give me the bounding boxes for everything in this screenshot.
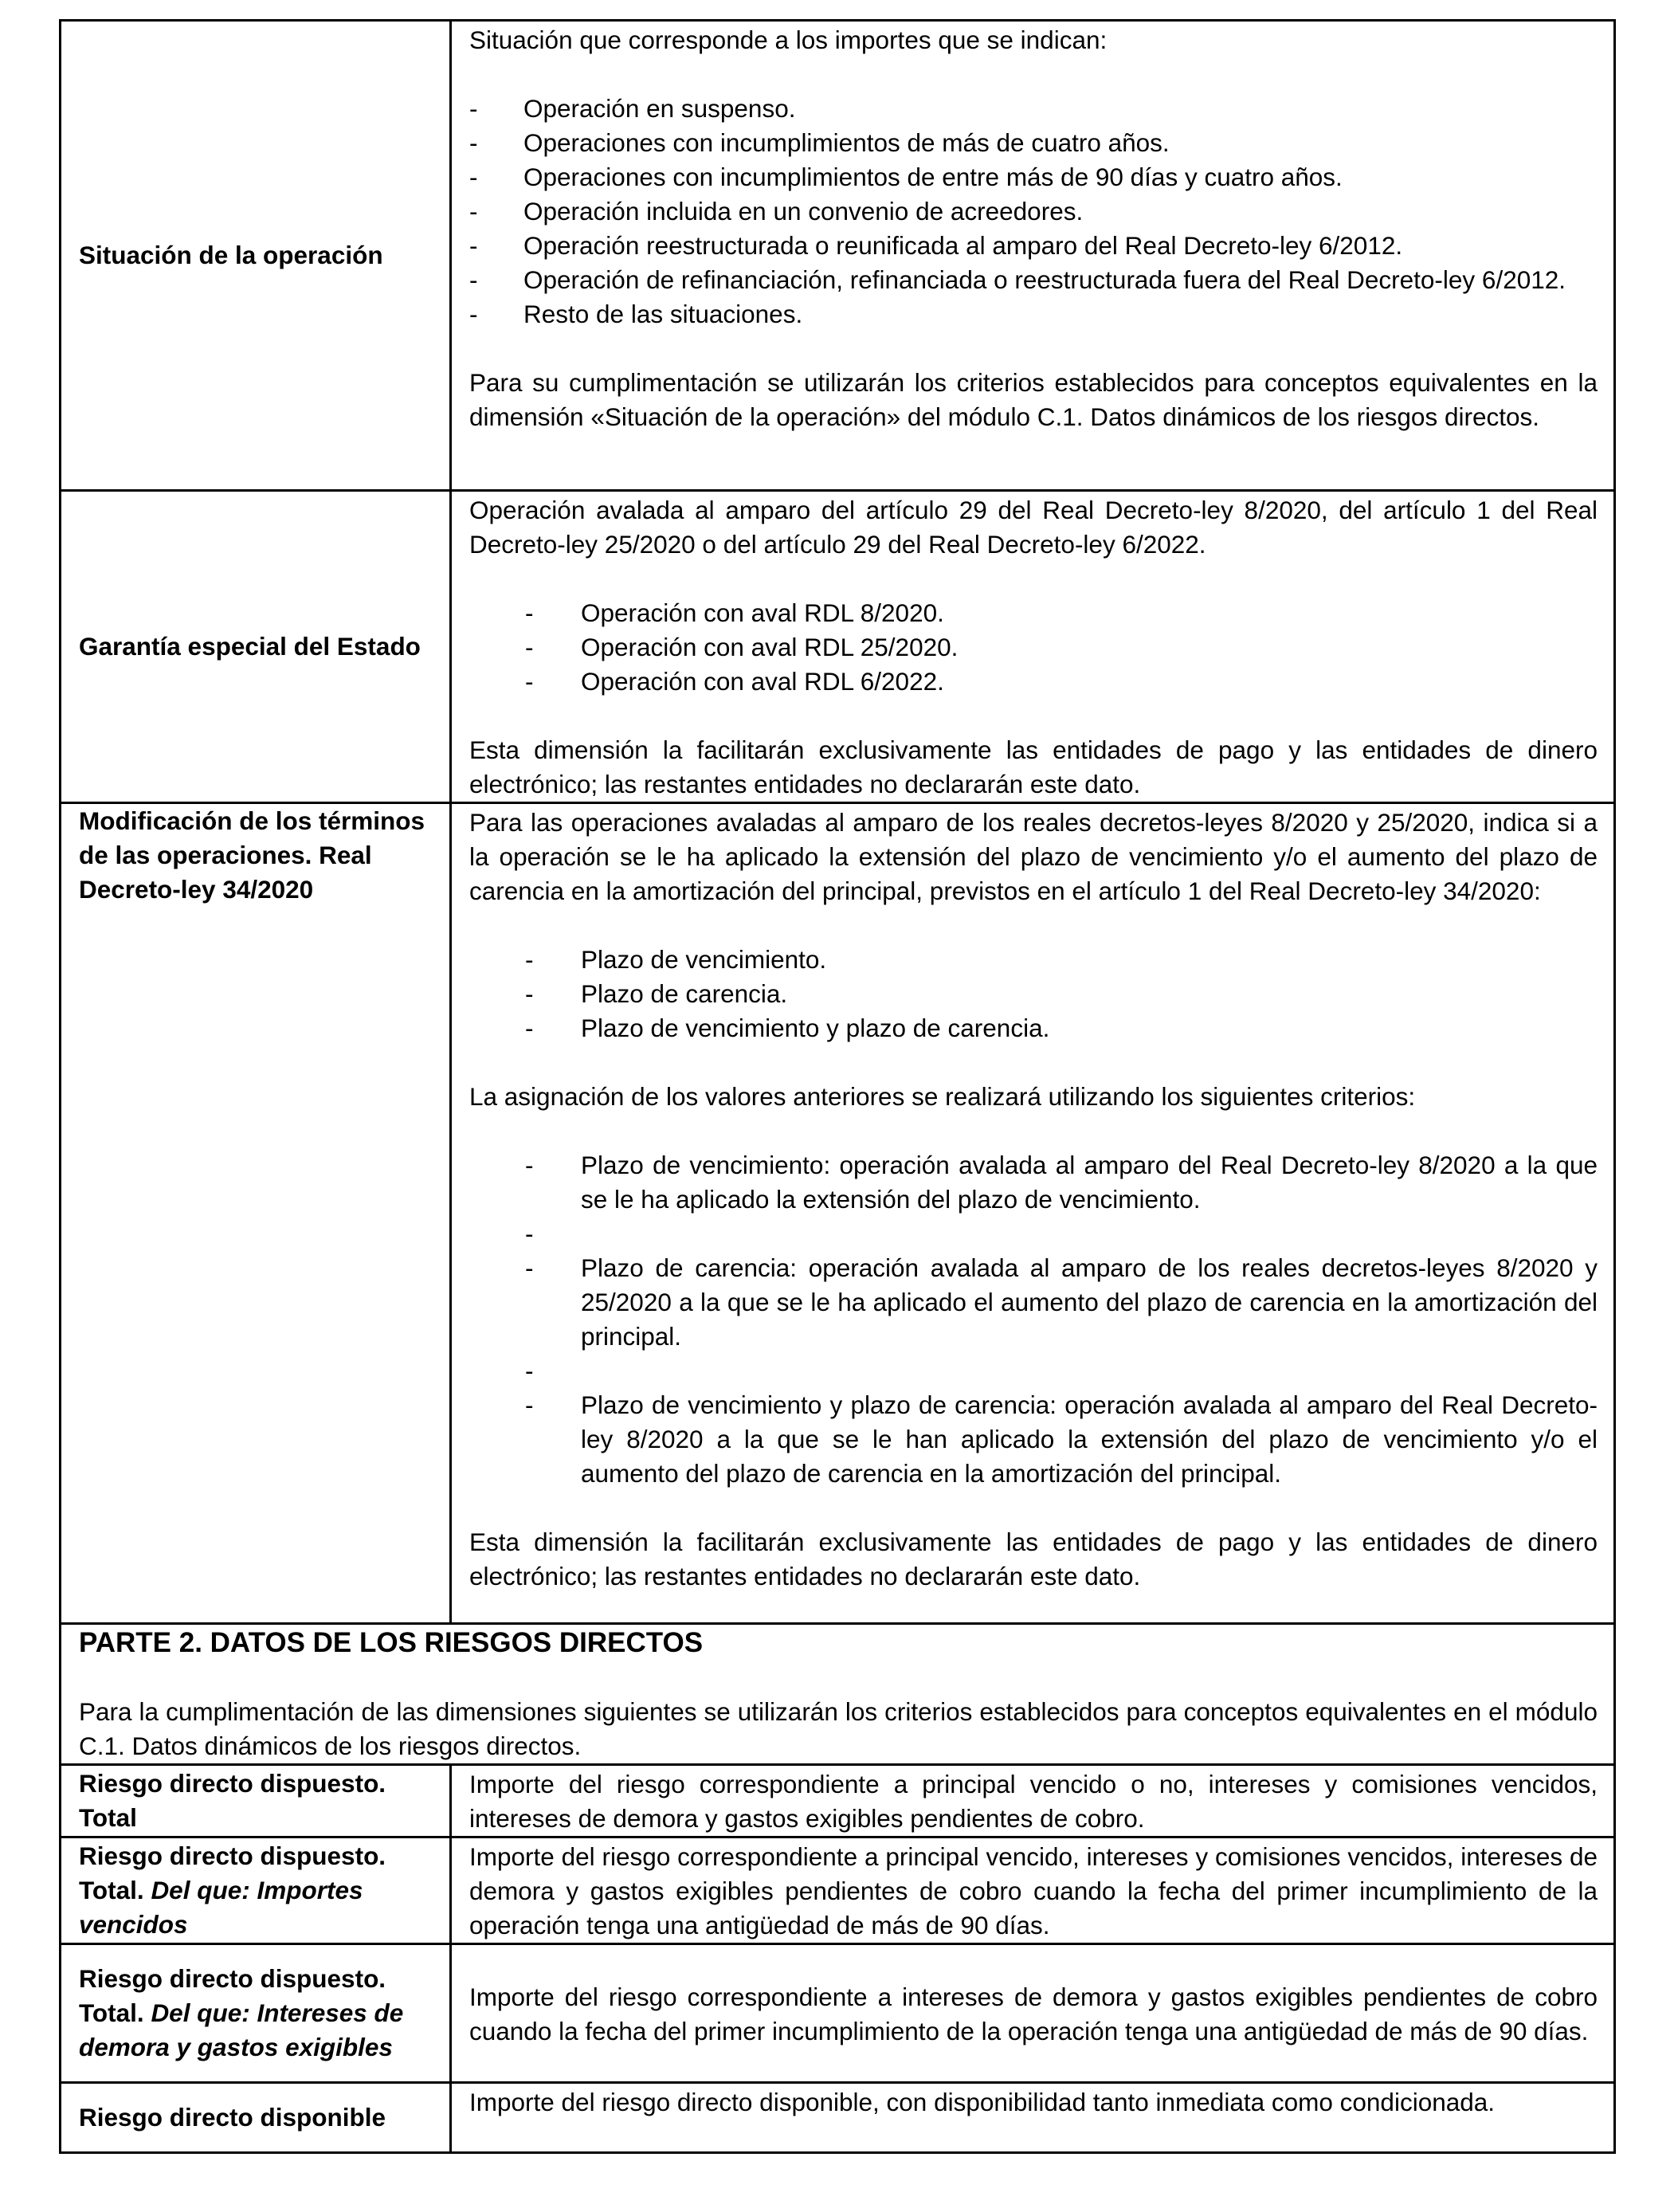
desc-riesgo-disponible: Importe del riesgo directo disponible, con disponibilidad tanto inmediata como condicionada. [451, 2083, 1615, 2153]
label-riesgo-disponible: Riesgo directo disponible [61, 2083, 451, 2153]
modificacion-values-list [469, 943, 1598, 1045]
desc-garantia-estado [451, 491, 1615, 803]
situacion-note: Para su cumplimentación se utilizarán los criterios establecidos para conceptos equivalentes en la dimensión «Situación de la operación» del módulo C.1. Datos dinámicos de los riesgos directos. [469, 368, 1598, 431]
list-item: - Plazo de carencia: operación avalada al amparo de los reales decretos-leyes 8/2020 y 25/2020 a la que se le ha aplicado el aumento del plazo de carencia en la amortización del principal. [469, 1251, 1598, 1354]
garantia-note: Esta dimensión la facilitarán exclusivamente las entidades de pago y las entidades de dinero electrónico; las restantes entidades no declararán este dato. [469, 735, 1598, 798]
list-item: - Plazo de vencimiento y plazo de carencia. [469, 1011, 1598, 1045]
desc-riesgo-importes-vencidos: Importe del riesgo correspondiente a principal vencido, intereses y comisiones vencidos, intereses de demora y gastos exigibles pendientes de cobro cuando la fecha del primer incumplimiento de la operación tenga una antigüedad de más de 90 días. [451, 1837, 1615, 1944]
list-item: - Operación incluida en un convenio de acreedores. [469, 194, 1598, 229]
modificacion-note: Esta dimensión la facilitarán exclusivamente las entidades de pago y las entidades de dinero electrónico; las restantes entidades no declararán este dato. [469, 1528, 1598, 1590]
parte-2-title: PARTE 2. DATOS DE LOS RIESGOS DIRECTOS [79, 1627, 704, 1658]
row-riesgo-intereses-demora [61, 1944, 1615, 2083]
modificacion-criteria-list [469, 1148, 1598, 1491]
list-item: - Operaciones con incumplimientos de entre más de 90 días y cuatro años. [469, 160, 1598, 194]
list-item: - Operación reestructurada o reunificada al amparo del Real Decreto-ley 6/2012. [469, 229, 1598, 263]
row-situacion-operacion [61, 21, 1615, 491]
list-item: - Plazo de vencimiento y plazo de carencia: operación avalada al amparo del Real Decreto-ley 8/2020 a la que se le han aplicado la extensión del plazo de vencimiento y/o el aumento del plazo de carencia en la amortización del principal. [469, 1388, 1598, 1491]
row-parte-2 [61, 1624, 1615, 1765]
modificacion-criteria-intro: La asignación de los valores anteriores se realizará utilizando los siguientes criterios: [469, 1082, 1416, 1111]
list-item: - Plazo de vencimiento. [469, 943, 1598, 977]
list-item: - Plazo de vencimiento: operación avalada al amparo del Real Decreto-ley 8/2020 a la que se le ha aplicado la extensión del plazo de vencimiento. [469, 1148, 1598, 1217]
desc-modificacion-terminos [451, 803, 1615, 1624]
row-garantia-estado [61, 491, 1615, 803]
list-item: - Operación con aval RDL 6/2022. [469, 665, 1598, 699]
list-item: - Operación de refinanciación, refinanciada o reestructurada fuera del Real Decreto-ley 6/2012. [469, 263, 1598, 297]
label-riesgo-intereses-demora [61, 1944, 451, 2083]
garantia-list [469, 596, 1598, 699]
definitions-table [59, 19, 1616, 2154]
situacion-list [469, 92, 1598, 331]
list-item: - Operación en suspenso. [469, 92, 1598, 126]
situacion-intro: Situación que corresponde a los importes que se indican: [469, 25, 1108, 54]
row-riesgo-importes-vencidos [61, 1837, 1615, 1944]
modificacion-intro: Para las operaciones avaladas al amparo de los reales decretos-leyes 8/2020 y 25/2020, indica si a la operación se le ha aplicado la extensión del plazo de vencimiento y/o el aumento del plazo de carencia en la amortización del principal, previstos en el artículo 1 del Real Decreto-ley 34/2020: [469, 808, 1598, 905]
desc-riesgo-intereses-demora: Importe del riesgo correspondiente a intereses de demora y gastos exigibles pendientes de cobro cuando la fecha del primer incumplimiento de la operación tenga una antigüedad de más de 90 días. [451, 1944, 1615, 2083]
label-garantia-estado: Garantía especial del Estado [61, 491, 451, 803]
row-riesgo-disponible [61, 2083, 1615, 2153]
garantia-intro: Operación avalada al amparo del artículo 29 del Real Decreto-ley 8/2020, del artículo 1 del Real Decreto-ley 25/2020 o del artículo 29 del Real Decreto-ley 6/2022. [469, 496, 1598, 559]
label-bold-part: Riesgo directo dispuesto. Total. [79, 1964, 386, 2027]
parte-2-text: Para la cumplimentación de las dimensiones siguientes se utilizarán los criterios establecidos para conceptos equivalentes en el módulo C.1. Datos dinámicos de los riesgos directos. [79, 1697, 1598, 1760]
parte-2-section [61, 1624, 1615, 1765]
list-item: - Operación con aval RDL 25/2020. [469, 630, 1598, 665]
label-bold-part: Riesgo directo dispuesto. Total. [79, 1841, 386, 1904]
desc-riesgo-dispuesto-total: Importe del riesgo correspondiente a principal vencido o no, intereses y comisiones vencidos, intereses de demora y gastos exigibles pendientes de cobro. [451, 1765, 1615, 1837]
label-riesgo-importes-vencidos [61, 1837, 451, 1944]
label-modificacion-terminos: Modificación de los términos de las operaciones. Real Decreto-ley 34/2020 [61, 803, 451, 1624]
row-riesgo-dispuesto-total [61, 1765, 1615, 1837]
label-italic-part: Del que: Importes vencidos [79, 1876, 363, 1939]
list-item: - Operaciones con incumplimientos de más de cuatro años. [469, 126, 1598, 160]
list-item: - Plazo de carencia. [469, 977, 1598, 1011]
label-riesgo-dispuesto-total: Riesgo directo dispuesto. Total [61, 1765, 451, 1837]
row-modificacion-terminos [61, 803, 1615, 1624]
desc-situacion-operacion [451, 21, 1615, 491]
label-situacion-operacion: Situación de la operación [61, 21, 451, 491]
list-item: - Resto de las situaciones. [469, 297, 1598, 331]
label-italic-part: Del que: Intereses de demora y gastos exigibles [79, 1998, 404, 2061]
list-item: - Operación con aval RDL 8/2020. [469, 596, 1598, 630]
